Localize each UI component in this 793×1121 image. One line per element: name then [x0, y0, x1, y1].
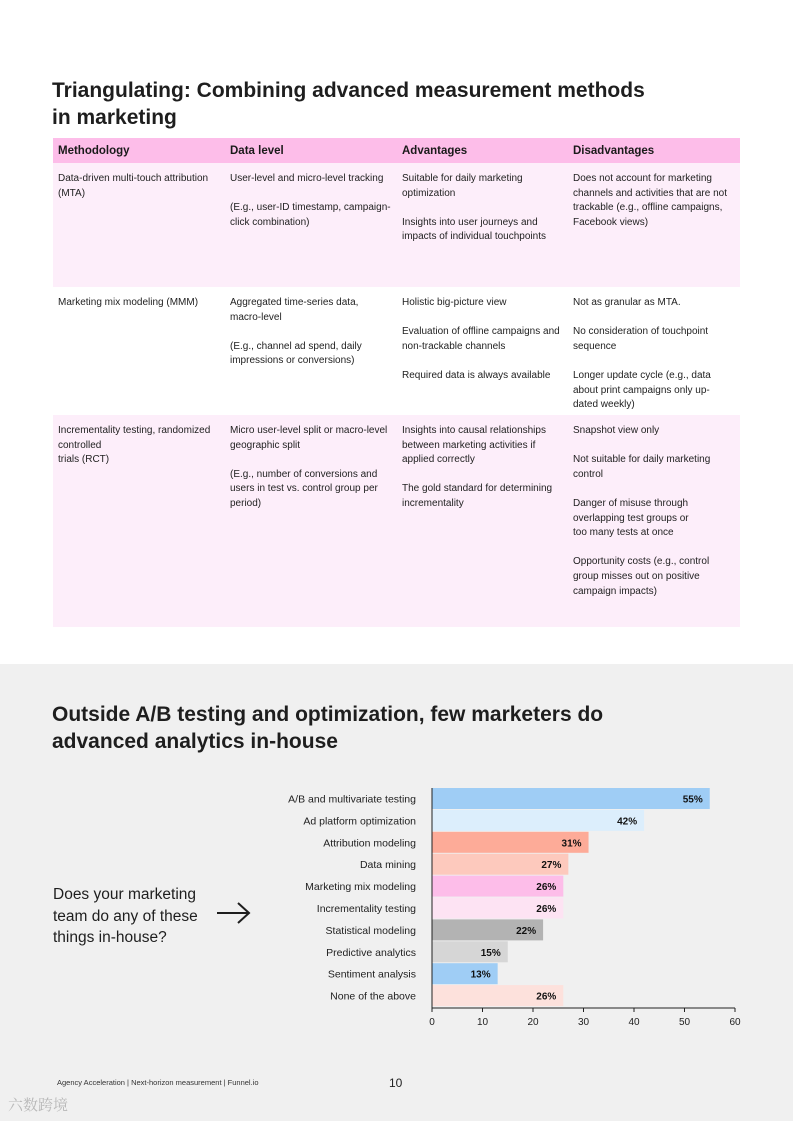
- advantage-text: Insights into user journeys and impacts of individual touchpoints: [402, 216, 546, 243]
- page-title: Triangulating: Combining advanced measurement methods in marketing: [52, 79, 645, 129]
- disadvantage-text: Not as granular as MTA.: [573, 297, 681, 308]
- data-label: 13%: [470, 969, 491, 981]
- methodology-cell: Marketing mix modeling (MMM): [58, 297, 199, 308]
- advantage-text: Evaluation of offline campaigns and non-trackable channels: [402, 326, 560, 352]
- methods-table: [53, 138, 740, 627]
- category-label: Data mining: [359, 859, 416, 872]
- advantage-text: Required data is always available: [402, 369, 551, 381]
- category-label: Ad platform optimization: [303, 815, 416, 828]
- category-label: A/B and multivariate testing: [288, 793, 416, 806]
- advantage-text: Suitable for daily marketing optimization: [402, 173, 523, 199]
- page-number: 10: [389, 1076, 403, 1090]
- data-level-text: Micro user-level split or macro-level geographic split: [230, 425, 388, 451]
- advantage-text: Insights into causal relationships between marketing activities if applied correctly: [402, 425, 546, 466]
- data-label: 27%: [541, 860, 562, 872]
- category-label: Statistical modeling: [325, 924, 416, 937]
- header-data-level: Data level: [230, 145, 284, 157]
- disadvantage-text: Not suitable for daily marketing control: [573, 454, 711, 480]
- category-label: Attribution modeling: [323, 837, 416, 850]
- data-label: 15%: [480, 947, 501, 959]
- category-label: Predictive analytics: [326, 946, 416, 959]
- data-level-text: User-level and micro-level tracking: [230, 173, 384, 184]
- bar-chart: [0, 780, 793, 1060]
- header-advantages: Advantages: [402, 145, 468, 157]
- x-tick-label: 0: [429, 1017, 435, 1028]
- category-label: Incrementality testing: [316, 903, 416, 915]
- table-row: [53, 163, 740, 287]
- advantage-text: The gold standard for determining incrementality: [402, 483, 553, 509]
- watermark-logo: 六数跨境: [8, 1097, 69, 1114]
- header-disadvantages: Disadvantages: [573, 145, 655, 157]
- methodology-cell: Data-driven multi-touch attribution (MTA): [58, 173, 209, 199]
- data-label: 31%: [561, 838, 582, 850]
- table-header: [53, 138, 740, 163]
- data-label: 22%: [516, 925, 537, 937]
- survey-question: Does your marketing team do any of these things in-house?: [53, 886, 198, 946]
- table-row: [53, 287, 740, 415]
- x-tick-label: 50: [678, 1017, 691, 1028]
- disadvantage-text: Snapshot view only: [573, 425, 660, 436]
- methodology-cell: Incrementality testing, randomized controlled trials (RCT): [58, 425, 211, 466]
- disadvantage-text: Longer update cycle (e.g., data about print campaigns only up- dated weekly): [573, 369, 711, 411]
- disadvantage-text: Danger of misuse through overlapping test groups or too many tests at once: [573, 497, 689, 539]
- header-methodology: Methodology: [58, 145, 130, 157]
- footer-text: Agency Acceleration | Next-horizon measurement | Funnel.io: [57, 1078, 259, 1087]
- data-label: 55%: [682, 794, 703, 806]
- bar: [432, 810, 644, 831]
- data-level-text: (E.g., user-ID timestamp, campaign-click combination): [230, 202, 391, 228]
- data-level-text: (E.g., number of conversions and users in test vs. control group per period): [230, 468, 378, 509]
- data-label: 42%: [617, 816, 638, 828]
- x-tick-label: 30: [577, 1017, 590, 1028]
- data-label: 26%: [536, 882, 557, 894]
- data-label: 26%: [536, 904, 557, 915]
- advantage-text: Holistic big-picture view: [402, 297, 507, 308]
- data-level-text: (E.g., channel ad spend, daily impressions or conversions): [230, 340, 362, 367]
- data-level-text: Aggregated time-series data, macro-level: [230, 297, 359, 323]
- x-tick-label: 20: [527, 1017, 539, 1028]
- disadvantage-text: Opportunity costs (e.g., control group misses out on positive campaign impacts): [573, 556, 710, 597]
- x-tick-label: 40: [628, 1017, 640, 1028]
- x-tick-label: 10: [476, 1017, 489, 1028]
- disadvantage-text: No consideration of touchpoint sequence: [573, 326, 709, 352]
- chart-section-title: Outside A/B testing and optimization, few marketers do advanced analytics in-house: [52, 703, 604, 753]
- bar: [432, 788, 710, 809]
- category-label: None of the above: [330, 990, 416, 1003]
- category-label: Sentiment analysis: [327, 968, 416, 981]
- x-tick-label: 60: [729, 1017, 741, 1028]
- disadvantage-text: Does not account for marketing channels and activities that are not trackable (e.g., offline campaigns, Facebook views): [573, 173, 727, 228]
- data-label: 26%: [536, 991, 557, 1003]
- table-row: [53, 415, 740, 627]
- category-label: Marketing mix modeling: [305, 881, 416, 894]
